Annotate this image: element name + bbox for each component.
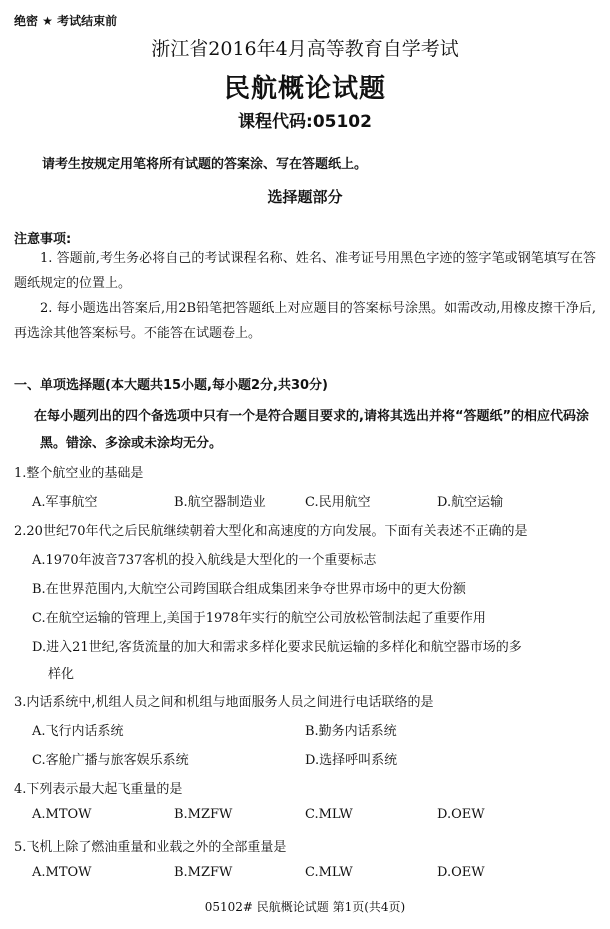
subject-title: 民航概论试题 [223,74,386,104]
question-option: D.OEW [437,807,485,822]
question-stem: 3.内话系统中,机组人员之间和机组与地面服务人员之间进行电话联络的是 [14,695,434,710]
question-option: D.OEW [437,865,485,880]
question-option: B.航空器制造业 [174,495,266,510]
question-option: B.MZFW [174,865,233,880]
question-option: A.军事航空 [32,495,98,510]
question-option: D.航空运输 [437,495,504,510]
question-option: D.进入21世纪,客货流量的加大和需求多样化要求民航运输的多样化和航空器市场的多 [32,640,522,655]
question-option: A.MTOW [32,807,92,822]
question-stem: 4.下列表示最大起飞重量的是 [14,782,183,797]
note-item-2: 2. 每小题选出答案后,用2B铅笔把答题纸上对应题目的答案标号涂黑。如需改动,用橡皮擦干净后,再选涂其他答案标号。不能答在试题卷上。 [14,301,596,341]
part-heading: 一、单项选择题(本大题共15小题,每小题2分,共30分) [14,378,328,393]
exam-name: 浙江省2016年4月高等教育自学考试 [151,38,459,60]
question-option: C.MLW [305,807,353,822]
answer-notice: 请考生按规定用笔将所有试题的答案涂、写在答题纸上。 [42,157,368,172]
question-option: D.选择呼叫系统 [305,753,398,768]
question-option: A.1970年波音737客机的投入航线是大型化的一个重要标志 [32,553,377,568]
question-option: C.客舱广播与旅客娱乐系统 [32,753,189,768]
question-stem: 1.整个航空业的基础是 [14,466,144,481]
notes-title: 注意事项: [14,232,72,247]
page-footer: 05102# 民航概论试题 第1页(共4页) [204,900,406,914]
question-option-continuation: 样化 [48,667,75,682]
question-option: B.在世界范围内,大航空公司跨国联合组成集团来争夺世界市场中的更大份额 [32,582,466,597]
question-option: C.在航空运输的管理上,美国于1978年实行的航空公司放松管制法起了重要作用 [32,611,486,626]
question-option: B.MZFW [174,807,233,822]
course-code: 课程代码:05102 [238,112,372,132]
confidential-label: 绝密 ★ 考试结束前 [14,14,118,28]
question-stem: 2.20世纪70年代之后民航继续朝着大型化和高速度的方向发展。下面有关表述不正确的是 [14,524,528,539]
note-item-1: 1. 答题前,考生务必将自己的考试课程名称、姓名、准考证号用黑色字迹的签字笔或钢笔填写在答题纸规定的位置上。 [14,251,596,291]
part-instruction: 在每小题列出的四个备选项中只有一个是符合题目要求的,请将其选出并将“答题纸”的相应代码涂黑。错涂、多涂或未涂均无分。 [34,409,590,451]
question-stem: 5.飞机上除了燃油重量和业载之外的全部重量是 [14,840,287,855]
question-option: C.民用航空 [305,495,371,510]
question-option: A.飞行内话系统 [32,724,124,739]
question-option: B.勤务内话系统 [305,724,397,739]
section-title: 选择题部分 [267,188,343,206]
question-option: A.MTOW [32,865,92,880]
question-option: C.MLW [305,865,353,880]
